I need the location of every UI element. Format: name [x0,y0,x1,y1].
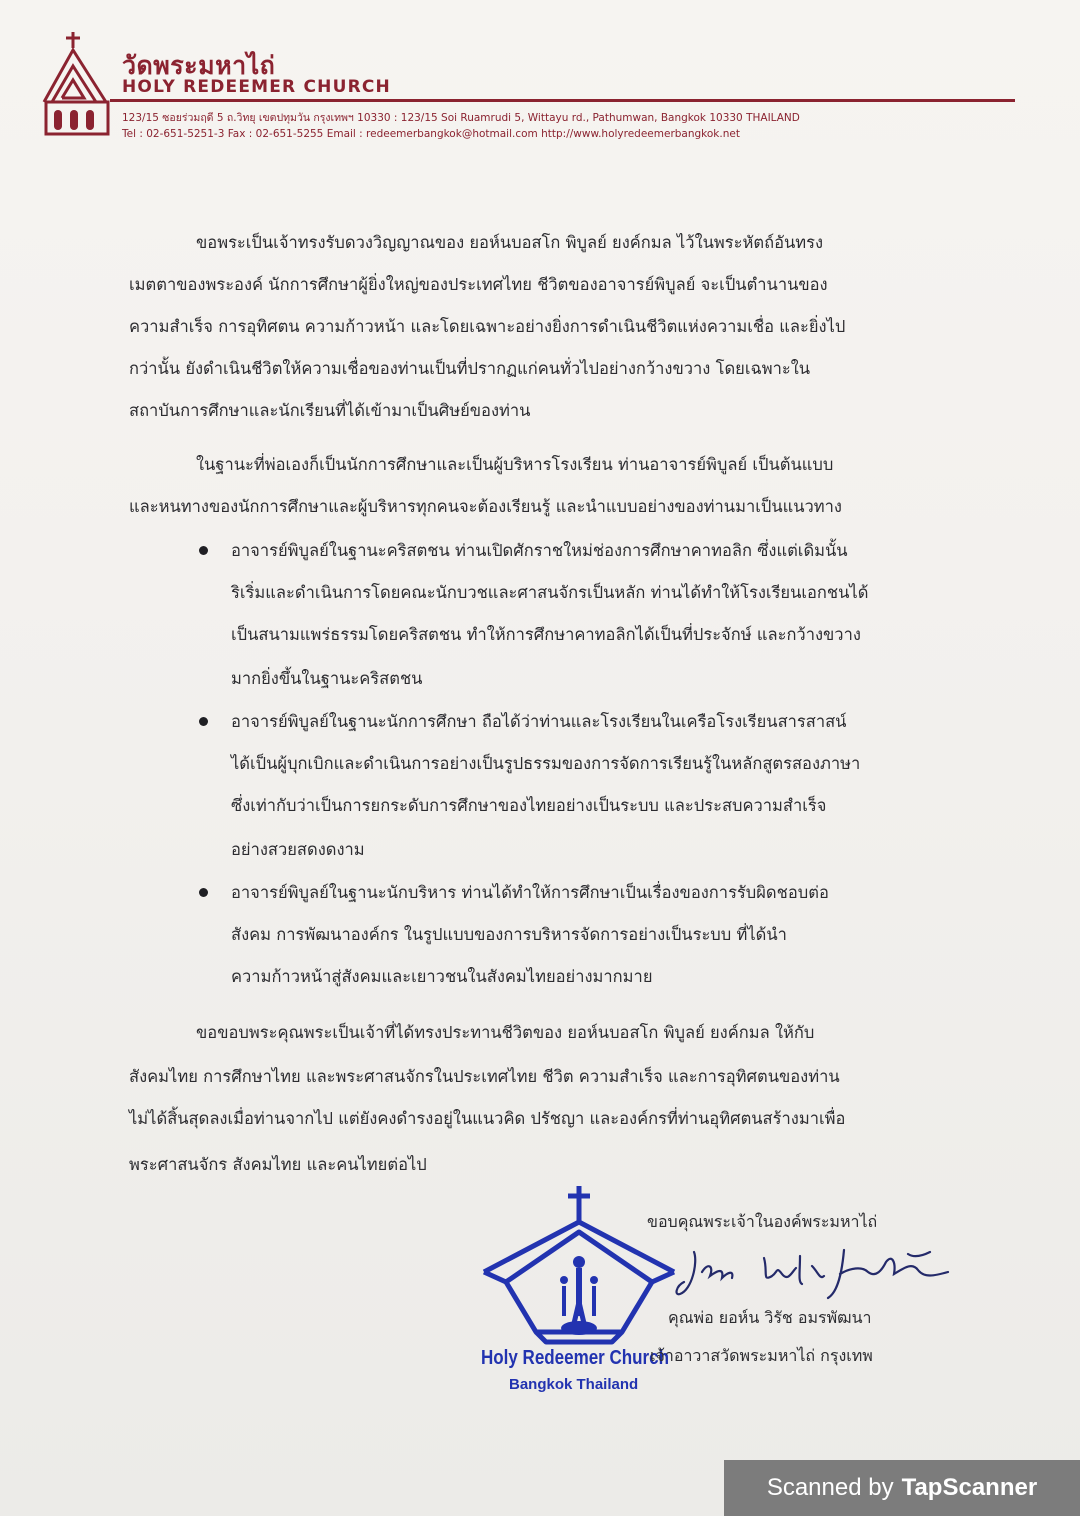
bullet-marker [199,888,208,897]
bullet-2-line: อย่างสวยสดงดงาม [231,840,365,859]
paragraph-1-line: กว่านั้น ยังดำเนินชีวิตให้ความเชื่อของท่านเป็นที่ปรากฏแก่คนทั่วไปอย่างกว้างขวาง โดยเฉพาะใน [129,359,811,378]
seal-location: Bangkok Thailand [509,1376,639,1393]
scanner-watermark [724,1460,1080,1516]
church-name-thai: วัดพระมหาไถ่ [122,51,276,80]
bullet-3-line: อาจารย์พิบูลย์ในฐานะนักบริหาร ท่านได้ทำให้การศึกษาเป็นเรื่องของการรับผิดชอบต่อ [231,883,829,902]
bullet-2-line: ซึ่งเท่ากับว่าเป็นการยกระดับการศึกษาของไทยอย่างเป็นระบบ และประสบความสำเร็จ [231,796,827,815]
seal-church-name: Holy Redeemer Church [481,1347,669,1369]
bullet-1-line: อาจารย์พิบูลย์ในฐานะคริสตชน ท่านเปิดศักราชใหม่ช่องการศึกษาคาทอลิก ซึ่งแต่เดิมนั้น [231,541,848,560]
paragraph-3-line: พระศาสนจักร สังคมไทย และคนไทยต่อไป [129,1155,427,1174]
paragraph-2-line: ในฐานะที่พ่อเองก็เป็นนักการศึกษาและเป็นผู้บริหารโรงเรียน ท่านอาจารย์พิบูลย์ เป็นต้นแบบ [196,455,834,474]
bullet-3-line: ความก้าวหน้าสู่สังคมและเยาวชนในสังคมไทยอย่างมากมาย [231,967,653,986]
bullet-marker [199,546,208,555]
church-logo [40,32,112,140]
bullet-1-line: ริเริ่มและดำเนินการโดยคณะนักบวชและศาสนจักรเป็นหลัก ท่านได้ทำให้โรงเรียนเอกชนได้ [231,583,869,602]
bullet-2-line: ได้เป็นผู้บุกเบิกและดำเนินการอย่างเป็นรูปธรรมของการจัดการเรียนรู้ในหลักสูตรสองภาษา [231,754,861,773]
signer-title: เจ้าอาวาสวัดพระมหาไถ่ กรุงเทพ [650,1346,873,1365]
signer-name: คุณพ่อ ยอห์น วิรัช อมรพัฒนา [668,1308,872,1327]
paragraph-1-line: เมตตาของพระองค์ นักการศึกษาผู้ยิ่งใหญ่ของประเทศไทย ชีวิตของอาจารย์พิบูลย์ จะเป็นตำนานของ [129,275,828,294]
paragraph-2-line: และหนทางของนักการศึกษาและผู้บริหารทุกคนจะต้องเรียนรู้ และนำแบบอย่างของท่านมาเป็นแนวทาง [129,497,842,516]
handwritten-signature [672,1232,962,1312]
closing-blessing: ขอบคุณพระเจ้าในองค์พระมหาไถ่ [647,1212,878,1231]
bullet-1-line: มากยิ่งขึ้นในฐานะคริสตชน [231,669,423,688]
church-name-english: HOLY REDEEMER CHURCH [122,77,391,97]
church-address: 123/15 ซอยร่วมฤดี 5 ถ.วิทยุ เขตปทุมวัน กรุงเทพฯ 10330 : 123/15 Soi Ruamrudi 5, Wittayu rd., Pathumwan, Bangkok 10330 THAILAND [122,112,800,124]
bullet-3-line: สังคม การพัฒนาองค์กร ในรูปแบบของการบริหารจัดการอย่างเป็นระบบ ที่ได้นำ [231,925,787,944]
paragraph-1-line: ขอพระเป็นเจ้าทรงรับดวงวิญญาณของ ยอห์นบอสโก พิบูลย์ ยงค์กมล ไว้ในพระหัตถ์อันทรง [196,233,824,252]
bullet-1-line: เป็นสนามแพร่ธรรมโดยคริสตชน ทำให้การศึกษาคาทอลิกได้เป็นที่ประจักษ์ และกว้างขวาง [231,625,861,644]
paragraph-1-line: ความสำเร็จ การอุทิศตน ความก้าวหน้า และโดยเฉพาะอย่างยิ่งการดำเนินชีวิตแห่งความเชื่อ และยิ่งไป [129,317,846,336]
paragraph-1-line: สถาบันการศึกษาและนักเรียนที่ได้เข้ามาเป็นศิษย์ของท่าน [129,401,531,420]
paragraph-3-line: สังคมไทย การศึกษาไทย และพระศาสนจักรในประเทศไทย ชีวิต ความสำเร็จ และการอุทิศตนของท่าน [129,1067,840,1086]
church-contact: Tel : 02-651-5251-3 Fax : 02-651-5255 Email : redeemerbangkok@hotmail.com http://www.holyredeemerbangkok.net [122,128,740,140]
paragraph-3-line: ไม่ได้สิ้นสุดลงเมื่อท่านจากไป แต่ยังคงดำรงอยู่ในแนวคิด ปรัชญา และองค์กรที่ท่านอุทิศตนสร้างมาเพื่อ [129,1109,846,1128]
bullet-marker [199,717,208,726]
bullet-2-line: อาจารย์พิบูลย์ในฐานะนักการศึกษา ถือได้ว่าท่านและโรงเรียนในเครือโรงเรียนสารสาสน์ [231,712,847,731]
watermark-brand: TapScanner [901,1474,1038,1501]
letterhead-divider [110,99,1015,102]
watermark-prefix: Scanned by [766,1474,894,1501]
paragraph-3-line: ขอขอบพระคุณพระเป็นเจ้าที่ได้ทรงประทานชีวิตของ ยอห์นบอสโก พิบูลย์ ยงค์กมล ให้กับ [196,1023,815,1042]
